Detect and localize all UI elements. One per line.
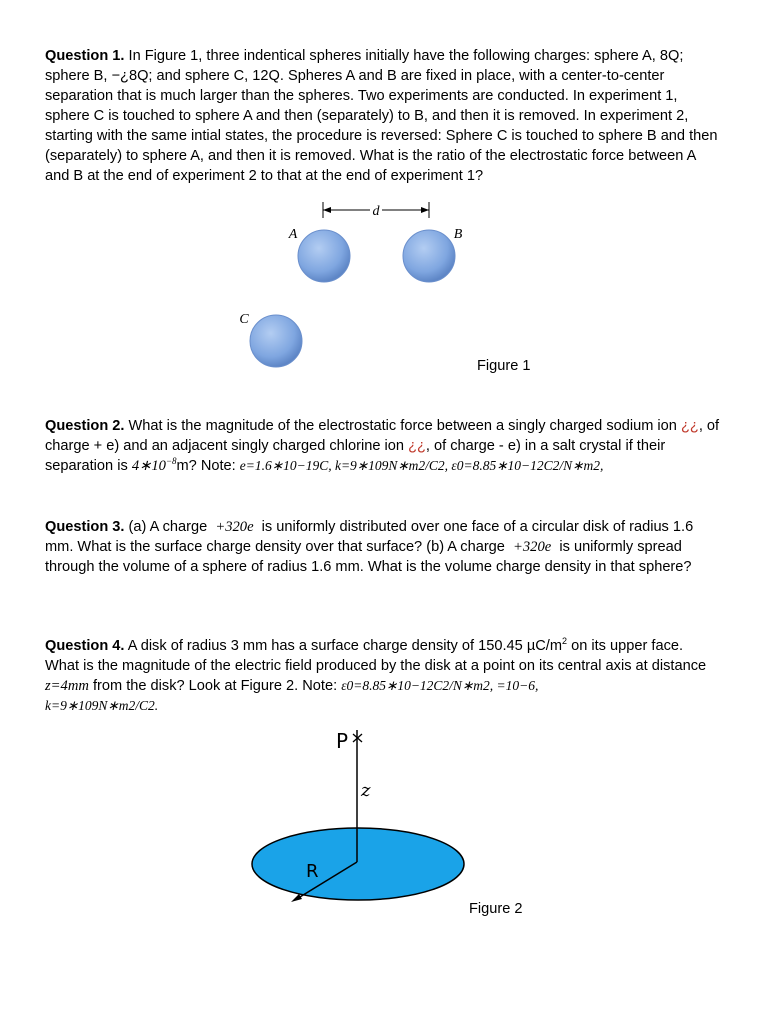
chlorine-ion-glyph: ¿¿ bbox=[408, 438, 426, 454]
figure-1-label-b: B bbox=[453, 227, 463, 242]
charged-disk bbox=[252, 828, 464, 900]
figure-2-caption: Figure 2 bbox=[469, 901, 523, 917]
question-4-label: Question 4. bbox=[45, 638, 125, 654]
question-2-label: Question 2. bbox=[45, 418, 125, 434]
question-2-text-4: m? Note: bbox=[176, 458, 236, 474]
question-4-text-3: from the disk? Look at Figure 2. Note: bbox=[92, 678, 338, 694]
question-2-text-2: , of charge + e) and an adjacent singly charged chlorine ion bbox=[45, 418, 720, 454]
question-2-note: e=1.6∗10−19C, k=9∗109N∗m2/C2, ε0=8.85∗10−12C2/N∗m2, bbox=[239, 458, 604, 473]
question-4-distance: z=4mm bbox=[45, 678, 89, 694]
question-3 bbox=[45, 517, 721, 577]
question-4-note-1: ε0=8.85∗10−12C2/N∗m2, =10−6, bbox=[341, 678, 539, 693]
figure-2 bbox=[245, 726, 475, 906]
figure-1 bbox=[230, 196, 490, 381]
figure-2-label-z: z bbox=[361, 780, 371, 801]
question-3-text-c: is uniformly spread through the volume of a sphere of radius 1.6 mm. What is the volume charge density in that sphere? bbox=[45, 539, 692, 575]
question-2-separation: 4∗10 bbox=[131, 458, 166, 474]
question-3-text-b: is uniformly distributed over one face of a circular disk of radius 1.6 mm. What is the surface charge density over that surface? (b) A charge bbox=[45, 519, 694, 555]
figure-1-label-a: A bbox=[288, 227, 298, 242]
question-4-note-2: k=9∗109N∗m2/C2. bbox=[45, 698, 159, 713]
sodium-ion-glyph: ¿¿ bbox=[680, 418, 699, 434]
sphere-b bbox=[403, 230, 455, 282]
question-3-label: Question 3. bbox=[45, 519, 125, 535]
question-2 bbox=[45, 416, 721, 476]
question-1-label: Question 1. bbox=[45, 48, 125, 64]
figure-1-label-c: C bbox=[239, 312, 249, 327]
figure-1-caption: Figure 1 bbox=[477, 358, 531, 374]
question-4-text-1: A disk of radius 3 mm has a surface charge density of 150.45 µC/m bbox=[127, 638, 562, 654]
question-4: Question 4. A disk of radius 3 mm has a surface charge density of 150.45 $\mu C/m^2$ on its upper face. What is the magnitude of the electric field produced by the disk at a point on its central axis at distance z=4mm from the disk? Look at Figure 2. Note: ε0=8.85∗10−12C2/N∗m2, =10−6, k=9∗109N∗m2/C2. bbox=[45, 636, 707, 713]
figure-2-label-r: R bbox=[306, 861, 319, 882]
question-4-text-2: on its upper face. What is the magnitude of the electric field produced by the disk at a point on its central axis at distance bbox=[45, 638, 707, 674]
question-3-charge-a: +320e bbox=[215, 519, 254, 535]
question-3-charge-b: +320e bbox=[513, 539, 552, 555]
sphere-a bbox=[298, 230, 350, 282]
sphere-c bbox=[250, 315, 302, 367]
question-3-text-a: (a) A charge bbox=[128, 519, 208, 535]
figure-1-label-d: d bbox=[372, 204, 380, 219]
question-2-text-1: What is the magnitude of the electrostatic force between a singly charged sodium ion bbox=[128, 418, 677, 434]
question-1 bbox=[45, 46, 721, 186]
figure-2-label-p: P bbox=[336, 729, 349, 753]
question-2-text-3: , of charge - e) in a salt crystal if their separation is bbox=[45, 438, 666, 474]
question-2-separation-exponent: −8 bbox=[165, 456, 177, 467]
question-1-text: In Figure 1, three indentical spheres initially have the following charges: sphere A, 8Q; sphere B, −¿8Q; and sphere C, 12Q. Spheres A and B are fixed in place, with a center-to-center separation that is much larger than the spheres. Two experiments are conducted. In experiment 1, sphere C is touched to sphere A and then (separately) to B, and then it is removed. In experiment 2, starting with the same intial states, the procedure is reversed: Sphere C is touched to sphere B and then (separately) to sphere A, and then it is removed. What is the ratio of the electrostatic force between A and B at the end of experiment 2 to that at the end of experiment 1? bbox=[45, 48, 718, 184]
